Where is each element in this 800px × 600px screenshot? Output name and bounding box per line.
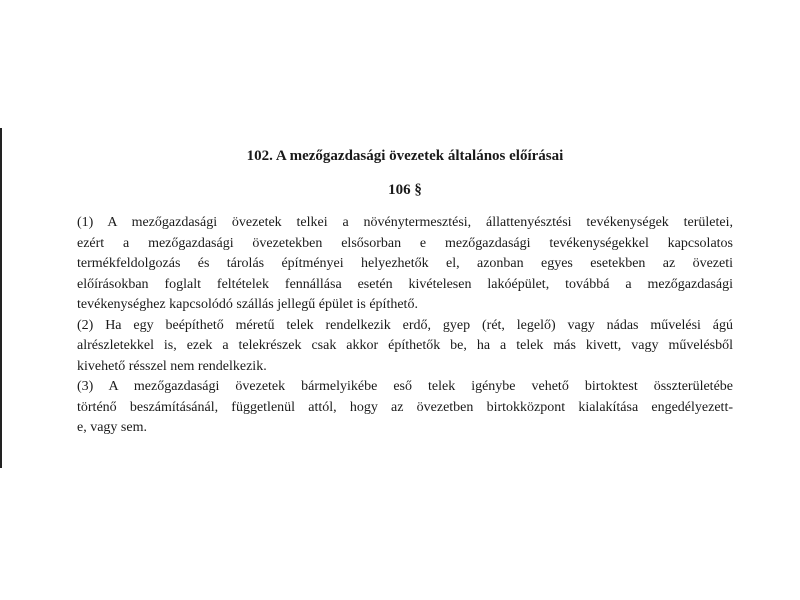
paragraph-line: ezért a mezőgazdasági övezetekben elsősorban e mezőgazdasági tevékenységekkel kapcsolatos	[77, 235, 733, 251]
paragraph-line: alrészletekkel is, ezek a telekrészek csak akkor építhetők be, ha a telek más kivett, vagy művelésből	[77, 338, 733, 353]
paragraph-line: tevékenységhez kapcsolódó szállás jellegű épület is építhető.	[77, 297, 418, 312]
left-margin-rule	[0, 128, 2, 468]
paragraph-3	[77, 377, 733, 439]
paragraph-line: előírásokban foglalt feltételek fennállása esetén kivételesen lakóépület, továbbá a mezőgazdasági	[77, 276, 733, 292]
paragraph-line: (1) A mezőgazdasági övezetek telkei a növénytermesztési, állattenyésztési tevékenységek területei,	[77, 215, 733, 230]
paragraph-line: kivehető résszel nem rendelkezik.	[77, 358, 267, 374]
paragraph-line: termékfeldolgozás és tárolás építményei helyezhetők el, azonban egyes esetekben az övezeti	[77, 256, 733, 271]
paragraph-2	[77, 316, 733, 378]
paragraph-1	[77, 213, 733, 316]
paragraph-line: történő beszámításánál, függetlenül attól, hogy az övezetben birtokközpont kialakítása engedélyezett-	[77, 399, 733, 415]
paragraph-line: e, vagy sem.	[77, 420, 147, 435]
paragraph-line: (3) A mezőgazdasági övezetek bármelyikébe eső telek igénybe vehető birtoktest összterületébe	[77, 379, 733, 394]
section-number: 106 §	[388, 182, 422, 198]
section-heading: 102. A mezőgazdasági övezetek általános előírásai	[246, 148, 564, 164]
document-body	[77, 146, 733, 439]
paragraph-line: (2) Ha egy beépíthető méretű telek rendelkezik erdő, gyep (rét, legelő) vagy nádas művelési ágú	[77, 317, 733, 333]
